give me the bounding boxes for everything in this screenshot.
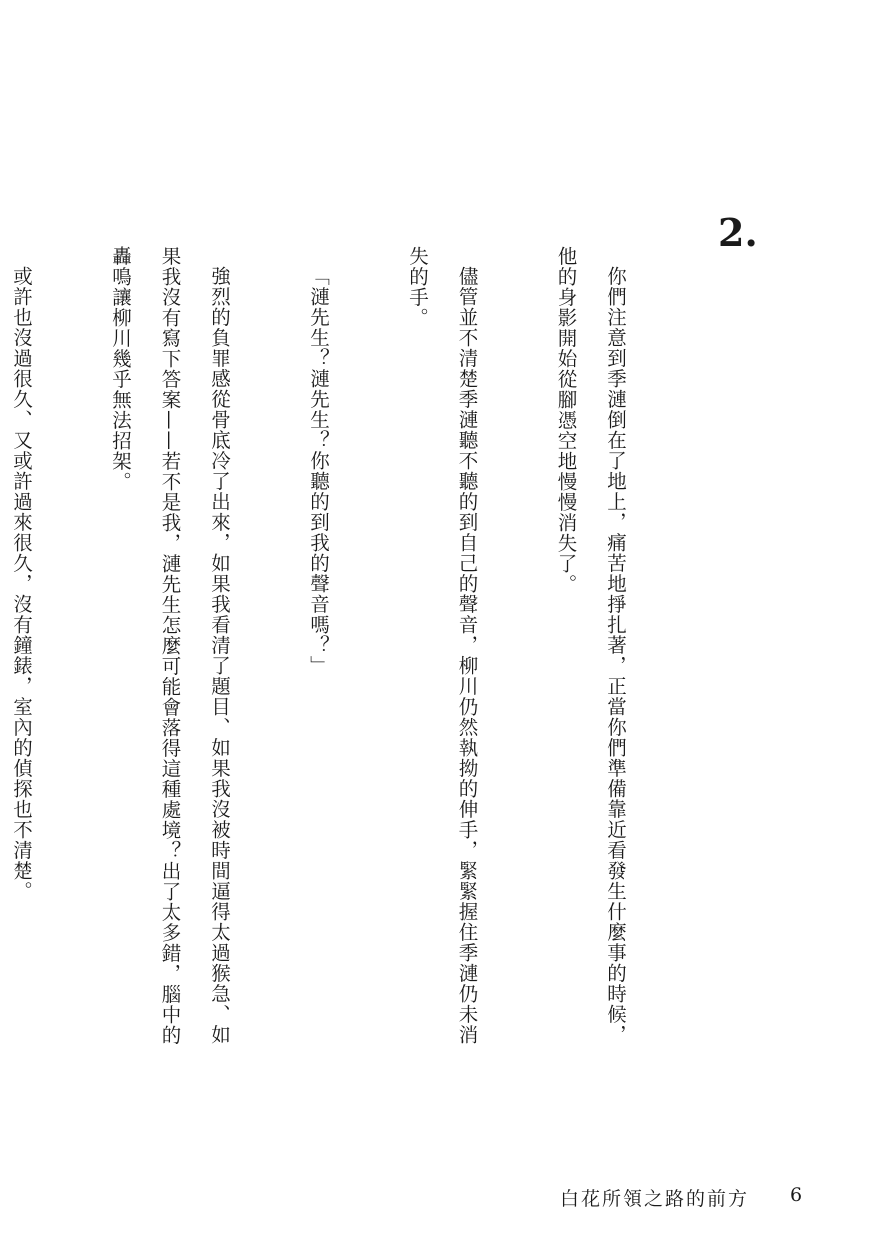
blank-line xyxy=(343,246,393,1046)
page-number: 6 xyxy=(790,1184,803,1206)
footer-book-title: 白花所領之路的前方 xyxy=(560,1188,750,1210)
paragraph: 或許也沒過很久、又或許過來很久，沒有鐘錶，室內的偵探也不清楚。 xyxy=(10,265,33,901)
blank-line xyxy=(244,246,294,1046)
body-text xyxy=(10,246,640,1046)
blank-line xyxy=(492,246,542,1046)
paragraph: 儘管並不清楚季漣聽不聽的到自己的聲音，柳川仍然執拗的伸手，緊緊握住季漣仍未消失的手。 xyxy=(406,246,479,1045)
paragraph: 強烈的負罪感從骨底冷了出來，如果我看清了題目、如果我沒被時間逼得太過猴急、如果我沒有寫下答案——若不是我，漣先生怎麼可能會落得這種處境？出了太多錯，腦中的轟鳴讓柳川幾乎無法招架。 xyxy=(109,246,231,1046)
paragraph: 你們注意到季漣倒在了地上，痛苦地掙扎著，正當你們準備靠近看發生什麼事的時候，他的身影開始從腳憑空地慢慢消失了。 xyxy=(554,246,627,1045)
chapter-number: 2. xyxy=(718,210,758,255)
dialogue: 「漣先生？漣先生？你聽的到我的聲音嗎？」 xyxy=(307,265,330,676)
blank-line xyxy=(46,246,96,1046)
